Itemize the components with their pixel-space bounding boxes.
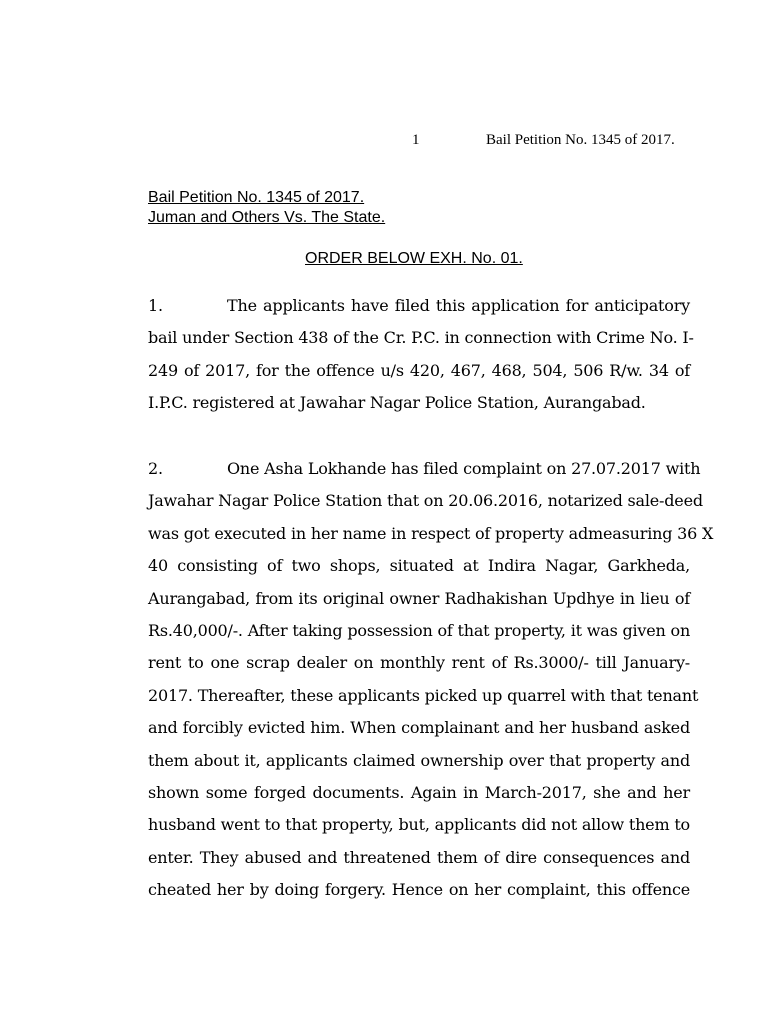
paragraph-line: Jawahar Nagar Police Station that on 20.06.2016, notarized sale-deed [148, 491, 703, 511]
order-title: ORDER BELOW EXH. No. 01. [305, 250, 523, 267]
paragraph-line: 1. The applicants have filed this application for anticipatory [148, 290, 690, 322]
paragraph-line: and forcibly evicted him. When complainant and her husband asked [148, 718, 690, 738]
paragraph-line: cheated her by doing forgery. Hence on her complaint, this offence [148, 880, 690, 900]
paragraph-line: Aurangabad, from its original owner Radhakishan Updhye in lieu of [148, 588, 690, 608]
paragraph-number: 1. [148, 296, 163, 315]
paragraph-line: them about it, applicants claimed ownership over that property and [148, 750, 690, 770]
case-caption-petition-number: Bail Petition No. 1345 of 2017. [148, 189, 365, 206]
paragraph-line: shown some forged documents. Again in March-2017, she and her [148, 782, 690, 802]
paragraph-line: enter. They abused and threatened them of dire consequences and [148, 847, 690, 867]
paragraph-line: husband went to that property, but, applicants did not allow them to [148, 815, 690, 835]
paragraph-line: Rs.40,000/-. After taking possession of that property, it was given on [148, 620, 691, 640]
paragraph-number: 2. [148, 459, 163, 478]
paragraph-line: I.P.C. registered at Jawahar Nagar Police Station, Aurangabad. [148, 393, 646, 413]
paragraph-line: rent to one scrap dealer on monthly rent of Rs.3000/- till January- [148, 653, 690, 673]
paragraph-line: 40 consisting of two shops, situated at Indira Nagar, Garkheda, [148, 556, 690, 576]
case-caption [148, 188, 385, 228]
running-header-title: Bail Petition No. 1345 of 2017. [486, 132, 675, 148]
paragraph-line: bail under Section 438 of the Cr. P.C. in connection with Crime No. I- [148, 328, 694, 348]
paragraph-line: 2. One Asha Lokhande has filed complaint on 27.07.2017 with [148, 453, 690, 485]
paragraph-2 [148, 453, 714, 906]
paragraph-line: 249 of 2017, for the offence u/s 420, 467, 468, 504, 506 R/w. 34 of [148, 360, 690, 380]
case-caption-parties: Juman and Others Vs. The State. [148, 209, 386, 226]
paragraph-1 [148, 290, 694, 420]
paragraph-line: was got executed in her name in respect of property admeasuring 36 X [148, 523, 714, 543]
page-number: 1 [412, 132, 420, 148]
paragraph-line: 2017. Thereafter, these applicants picked up quarrel with that tenant [148, 685, 699, 705]
